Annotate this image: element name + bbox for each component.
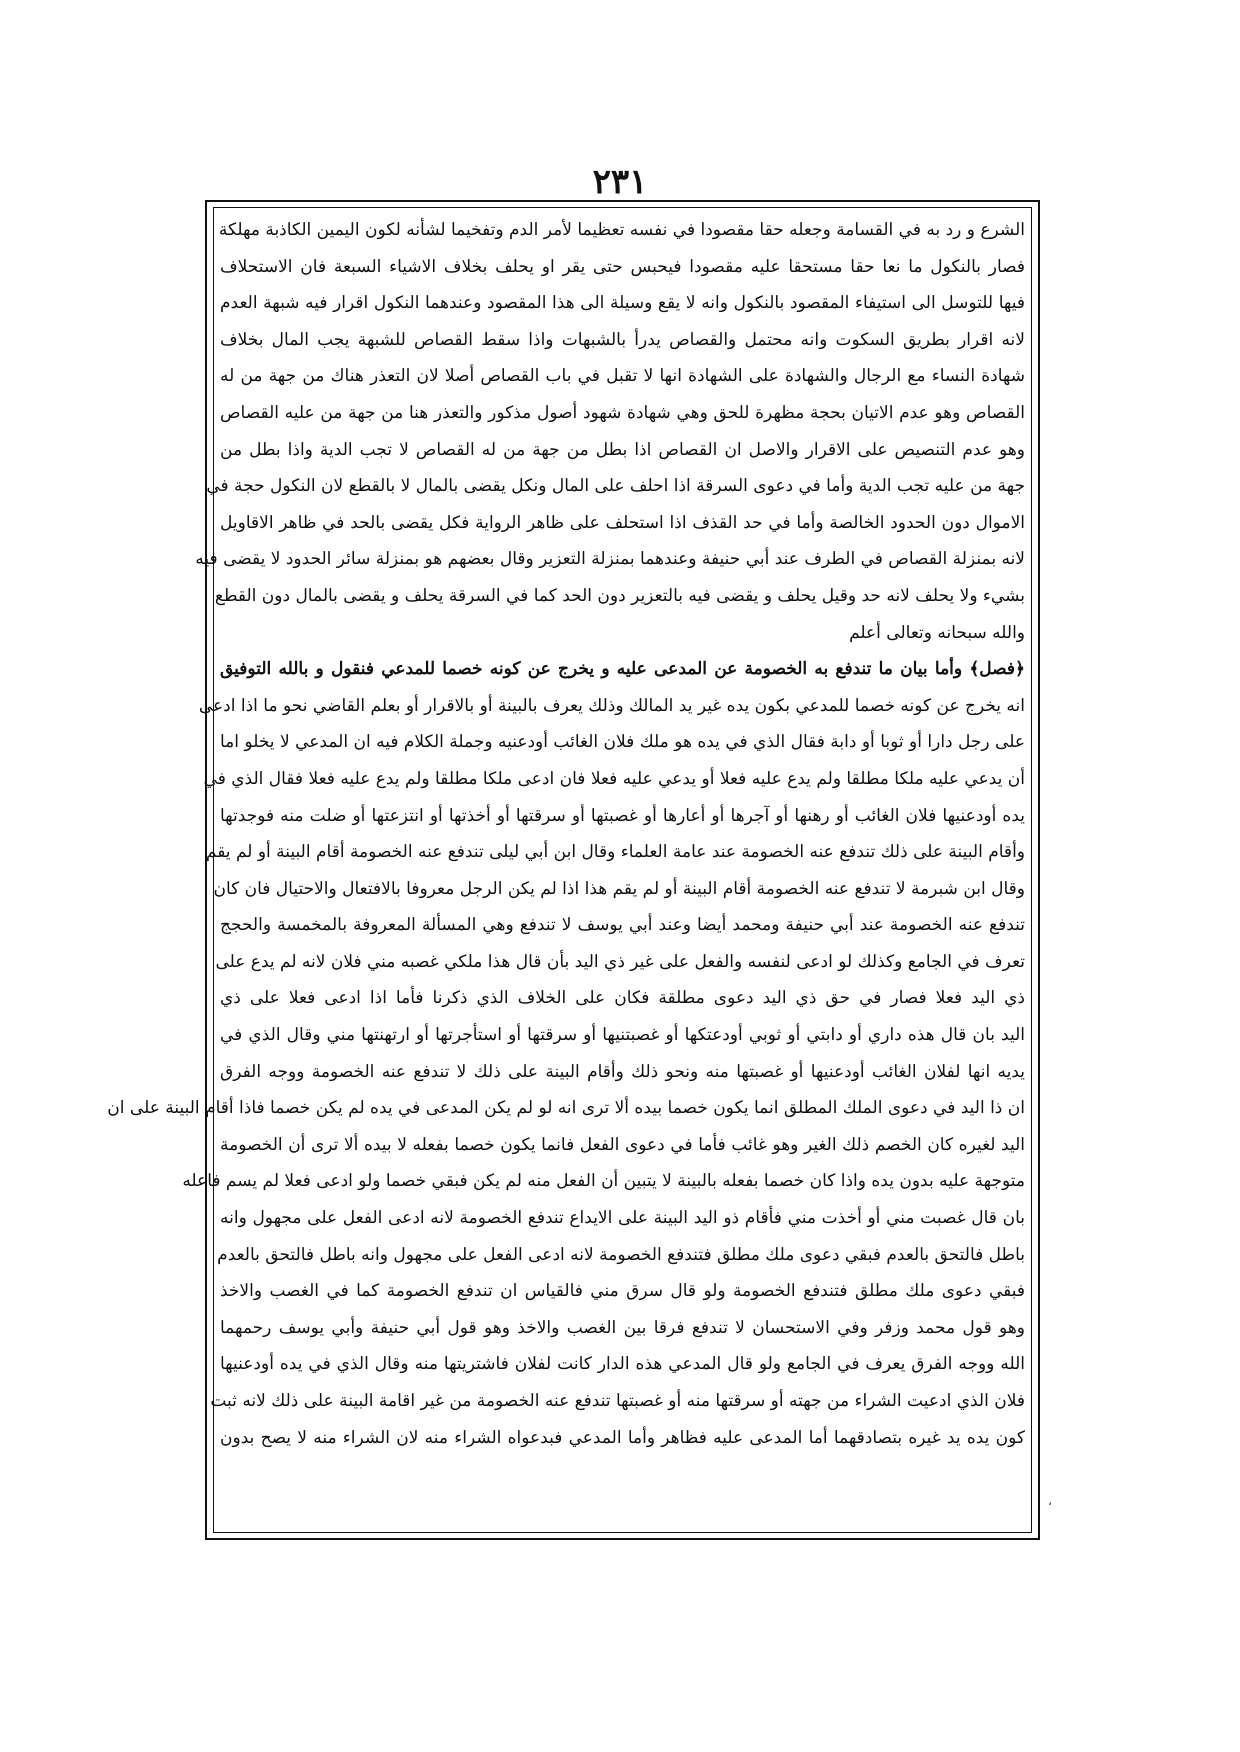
text-line: لانه بمنزلة القصاص في الطرف عند أبي حنيفة وعندهما بمنزلة التعزير وقال بعضهم هو بمنزلة سائر الحدود لا يقضى فيه xyxy=(195,549,1025,570)
text-line: ذي اليد فعلا فصار في حق ذي اليد دعوى مطلقة فكان على الخلاف الذي ذكرنا فأما اذا ادعى فعلا على ذي xyxy=(220,988,1025,1009)
text-line: جهة من عليه تجب الدية وأما في دعوى السرقة اذا احلف على المال ونكل يقضى بالمال لا بالقطع لان النكول حجة في xyxy=(206,476,1025,497)
text-line: يده أودعنيها فلان الغائب أو رهنها أو آجرها أو أعارها أو غصبتها أو سرقتها أو أخذتها أو انتزعتها أو ضلت منه فوجدتها xyxy=(220,805,1025,826)
text-line: على رجل دارا أو ثوبا أو دابة فقال الذي في يده هو ملك فلان الغائب أودعنيه وجملة الكلام فيه ان المدعي لا يخلو اما xyxy=(220,732,1025,753)
text-line: لانه اقرار بطريق السكوت وانه محتمل والقصاص يدرأ بالشبهات واذا سقط القصاص للشبهة يجب المال بخلاف xyxy=(220,329,1025,350)
text-line: وهو قول محمد وزفر وفي الاستحسان لا تندفع فرقا بين الغصب والاخذ وهو قول أبي حنيفة وأبي يوسف رحمهما xyxy=(220,1317,1025,1338)
text-line: كون يده يد غيره بتصادقهما أما المدعى عليه فظاهر وأما المدعي فبدعواه الشراء منه لان الشراء منه لا يصح بدون xyxy=(220,1427,1025,1448)
text-line: وقال ابن شبرمة لا تندفع عنه الخصومة أقام البينة أو لم يقم هذا اذا لم يكن الرجل معروفا بالافتعال والاحتيال فان كان xyxy=(213,878,1025,899)
text-line: فلان الذي ادعيت الشراء من جهته أو سرقتها منه أو غصبتها تندفع عنه الخصومة من غير اقامة البينة على ذلك لانه ثبت xyxy=(210,1391,1025,1411)
section-heading-line: ﴿فصل﴾ وأما بيان ما تندفع به الخصومة عن المدعى عليه و يخرج عن كونه خصما للمدعي فنقول و بالله التوفيق xyxy=(220,659,1025,680)
text-line: تندفع عنه الخصومة عند أبي حنيفة ومحمد أيضا وعند أبي يوسف لا تندفع وهي المسألة المعروفة بالمخمسة والحجج xyxy=(220,915,1025,936)
text-line: اليد لغيره كان الخصم ذلك الغير وهو غائب فأما في دعوى الفعل فانما يكون خصما بفعله لا بيده ألا ترى أن الخصومة xyxy=(220,1134,1025,1155)
text-line: ان ذا اليد في دعوى الملك المطلق انما يكون خصما بيده ألا ترى انه لو لم يكن المدعى في يده لم يكن خصما فاذا أقام البينة على ان xyxy=(107,1098,1025,1119)
text-line: فبقي دعوى ملك مطلق فتندفع الخصومة ولو قال سرق مني فالقياس ان تندفع الخصومة كما في الغصب والاخذ xyxy=(220,1281,1025,1302)
text-line: الشرع و رد به في القسامة وجعله حقا مقصودا في نفسه تعظيما لأمر الدم وتفخيما لشأنه لكون اليمين الكاذبة مهلكة xyxy=(218,220,1025,240)
text-line: الاموال دون الحدود الخالصة وأما في حد القذف اذا استحلف على ظاهر الرواية فكل يقضى بالحد في ظاهر الاقاويل xyxy=(220,512,1025,533)
text-line: الله ووجه الفرق يعرف في الجامع ولو قال المدعي هذه الدار كانت لفلان فاشتريتها منه وقال الذي في يده أودعنيها xyxy=(220,1354,1025,1375)
text-line: باطل فالتحق بالعدم فبقي دعوى ملك مطلق فتندفع الخصومة لانه ادعى الفعل على مجهول وانه باطل فالتحق بالعدم xyxy=(217,1244,1025,1265)
text-line: أن يدعي عليه ملكا مطلقا ولم يدع عليه فعلا أو يدعي عليه فعلا فان ادعى ملكا مطلقا ولم يدع عليه فعلا فقال الذي في xyxy=(203,768,1025,789)
text-line: انه يخرج عن كونه خصما للمدعي بكون يده غير يد المالك وذلك يعرف بالبينة أو بالاقرار أو بعلم القاضي نحو ما اذا ادعى xyxy=(198,695,1025,716)
text-line: وهو عدم التنصيص على الاقرار والاصل ان القصاص اذا بطل من جهة من له القصاص لا تجب الدية واذا بطل من xyxy=(220,439,1025,460)
text-line: متوجهة عليه بدون يده واذا كان خصما بفعله بالبينة لا يتبين أن الفعل منه لم يكن فبقي خصما ولو ادعى فعلا لم يسم فاعله xyxy=(182,1171,1025,1192)
text-line: يديه انها لفلان الغائب أودعنيها أو غصبتها منه ونحو ذلك وأقام البينة على ذلك لا تندفع عنه الخصومة ووجه الفرق xyxy=(220,1061,1025,1082)
text-line: تعرف في الجامع وكذلك لو ادعى لنفسه والفعل على غير ذي اليد بأن قال هذا ملكي غصبه مني فلان لانه لم يدع على xyxy=(215,951,1025,972)
text-line: بان قال غصبت مني أو أخذت مني فأقام ذو اليد البينة على الايداع تندفع الخصومة لانه ادعى الفعل على مجهول وانه xyxy=(220,1208,1025,1229)
text-line: القصاص وهو عدم الاتيان بحجة مظهرة للحق وهي شهادة شهود أصول مذكور والتعذر هنا من جهة من عليه القصاص xyxy=(220,402,1025,423)
text-line: اليد بان قال هذه داري أو دابتي أو ثوبي أودعتكها أو غصبتنيها أو سرقتها أو استأجرتها أو ارتهنتها مني وقال الذي في xyxy=(220,1025,1025,1046)
text-line: فيها للتوسل الى استيفاء المقصود بالنكول وانه لا يقع وسيلة الى هذا المقصود وعندهما النكول اقرار فيه شبهة العدم xyxy=(220,293,1025,314)
main-text-block xyxy=(107,212,1025,1530)
text-line: فصار بالنكول ما نعا حقا مستحقا عليه مقصودا فيحبس حتى يقر او يحلف بخلاف الاشياء السبعة فان الاستحلاف xyxy=(220,256,1025,277)
page-number: ٢٣١ xyxy=(592,162,648,202)
text-line: بشيء ولا يحلف لانه حد وقيل يحلف و يقضى فيه بالتعزير دون الحد كما في السرقة يحلف و يقضى بالمال دون القطع xyxy=(214,585,1025,606)
text-line: شهادة النساء مع الرجال والشهادة على الشهادة انها لا تقبل في باب القصاص أصلا لان التعذر هناك من جهة من له xyxy=(220,366,1025,387)
text-line-closing: والله سبحانه وتعالى أعلم xyxy=(849,622,1025,643)
text-line: وأقام البينة على ذلك تندفع عنه الخصومة عند عامة العلماء وقال ابن أبي ليلى تندفع عنه الخصومة أقام البينة أو لم يقم xyxy=(205,842,1025,863)
text-line xyxy=(220,1456,1025,1493)
margin-mark: ، xyxy=(1048,1494,1052,1508)
